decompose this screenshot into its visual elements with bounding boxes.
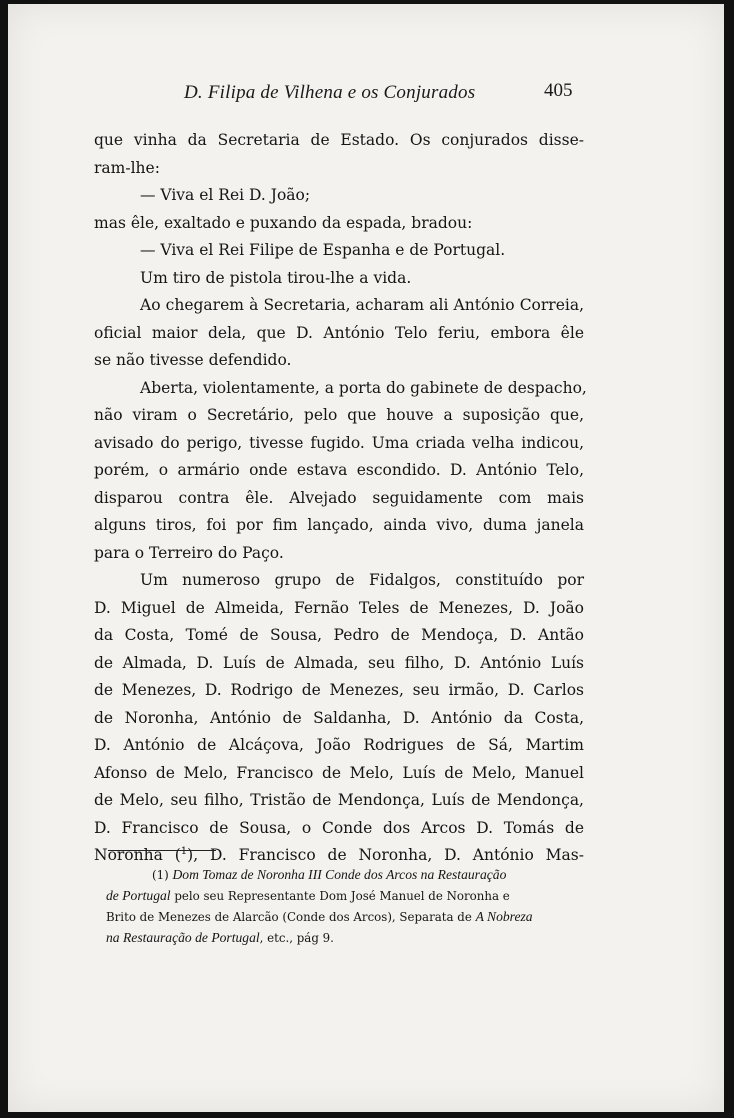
text-line: não viram o Secretário, pelo que houve a suposição que,: [94, 406, 584, 424]
text-line: de Menezes, D. Rodrigo de Menezes, seu irmão, D. Carlos: [94, 681, 584, 699]
text-line: alguns tiros, foi por fim lançado, ainda vivo, duma janela: [94, 516, 584, 534]
text-line: — Viva el Rei D. João;: [140, 186, 311, 204]
text-line: de Noronha, António de Saldanha, D. António da Costa,: [94, 708, 584, 727]
text-line: oficial maior dela, que D. António Telo feriu, embora êle: [94, 323, 584, 342]
body-text: [94, 127, 587, 870]
page-number: 405: [544, 80, 573, 101]
footnote-marker: (1): [152, 868, 169, 882]
text-line: ram-lhe:: [94, 158, 160, 177]
text-line: Um numeroso grupo de Fidalgos, constituído por: [140, 571, 584, 589]
text-line: de Melo, seu filho, Tristão de Mendonça, Luís de Mendonça,: [94, 791, 584, 809]
text-line: D. António de Alcáçova, João Rodrigues de Sá, Martim: [94, 736, 584, 754]
text-line-with-footnote-ref: Noronha ($^1$), D. Francisco de Noronha, D. António Mas-: [94, 845, 584, 864]
text-line: disparou contra êle. Alvejado seguidamente com mais: [94, 488, 584, 507]
book-page: [8, 4, 724, 1112]
text-line: da Costa, Tomé de Sousa, Pedro de Mendoça, D. Antão: [94, 626, 584, 644]
text-line: porém, o armário onde estava escondido. D. António Telo,: [94, 461, 584, 479]
text-line: mas êle, exaltado e puxando da espada, bradou:: [94, 213, 473, 232]
footnote-line: Brito de Menezes de Alarcão (Conde dos Arcos), Separata de A Nobreza: [106, 909, 533, 924]
text-line: Ao chegarem à Secretaria, acharam ali António Correia,: [140, 296, 584, 314]
text-line: Um tiro de pistola tirou-lhe a vida.: [140, 268, 412, 287]
text-line: que vinha da Secretaria de Estado. Os conjurados disse-: [94, 131, 584, 149]
footnote-line: na Restauração de Portugal, etc., pág 9.: [106, 930, 334, 945]
text-line: D. Francisco de Sousa, o Conde dos Arcos D. Tomás de: [94, 818, 584, 837]
text-line: — Viva el Rei Filipe de Espanha e de Portugal.: [140, 241, 506, 259]
running-title: D. Filipa de Vilhena e os Conjurados: [184, 82, 476, 103]
text-line: Aberta, violentamente, a porta do gabinete de despacho,: [140, 378, 587, 397]
footnote: [106, 864, 576, 948]
text-line: de Almada, D. Luís de Almada, seu filho, D. António Luís: [94, 653, 584, 672]
footnote-line: (1) Dom Tomaz de Noronha III Conde dos Arcos na Restauração: [152, 867, 507, 882]
text-line: D. Miguel de Almeida, Fernão Teles de Menezes, D. João: [94, 598, 584, 617]
text-line: Afonso de Melo, Francisco de Melo, Luís de Melo, Manuel: [94, 763, 584, 782]
footnote-divider: [108, 850, 216, 851]
text-line: para o Terreiro do Paço.: [94, 543, 284, 562]
text-line: se não tivesse defendido.: [94, 351, 292, 369]
footnote-reference: 1: [180, 845, 188, 857]
text-line: avisado do perigo, tivesse fugido. Uma criada velha indicou,: [94, 433, 584, 452]
footnote-line: de Portugal pelo seu Representante Dom José Manuel de Noronha e: [106, 888, 510, 903]
